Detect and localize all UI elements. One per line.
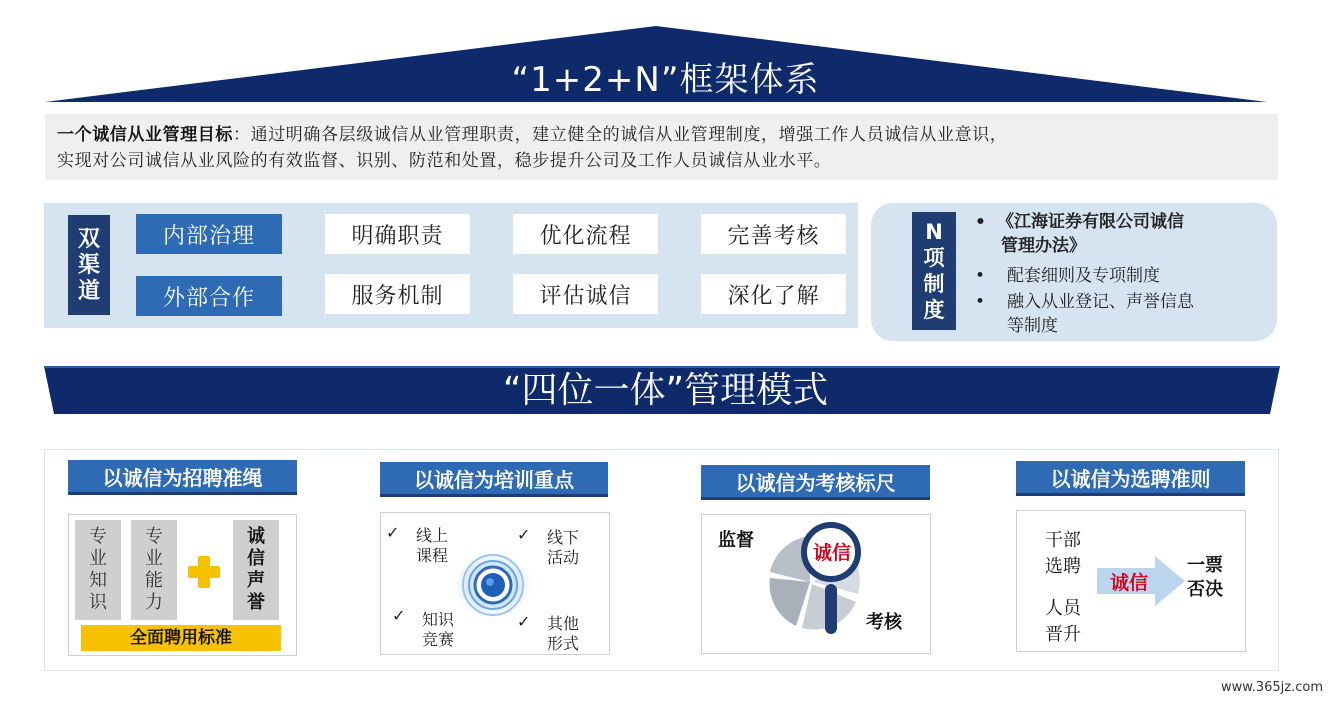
training-header: 以诚信为培训重点 <box>380 462 608 494</box>
char: 专 <box>145 526 163 547</box>
n-item <box>975 290 1265 338</box>
channel-internal: 内部治理 <box>136 214 282 254</box>
text: 干部 <box>1045 530 1081 551</box>
item-cell: 评估诚信 <box>513 274 658 314</box>
recruit-col-knowledge <box>75 520 121 620</box>
goal-statement <box>45 114 1278 180</box>
dual-label-char: 渠 <box>77 252 100 278</box>
check-mark: ✓ <box>392 606 406 625</box>
goal-label: 一个诚信从业管理目标 <box>57 125 233 145</box>
text: 一票 <box>1187 555 1223 576</box>
training-other <box>547 614 579 654</box>
text: 课程 <box>416 546 449 565</box>
selection-cadre <box>1045 528 1081 580</box>
assessment-integrity: 诚信 <box>812 542 851 564</box>
char: 能 <box>145 570 163 591</box>
text: 线上 <box>416 526 449 545</box>
item-cell: 服务机制 <box>325 274 470 314</box>
text: 活动 <box>547 548 580 567</box>
training-offline <box>547 528 579 568</box>
assessment-header: 以诚信为考核标尺 <box>701 465 930 497</box>
text: 人员 <box>1045 598 1081 619</box>
bullet: • <box>975 212 986 232</box>
dual-label-char: 双 <box>77 226 100 252</box>
char: 专 <box>89 526 107 547</box>
check-mark: ✓ <box>386 523 400 542</box>
training-contest <box>422 610 454 650</box>
n-label-char: N <box>925 220 943 244</box>
plus-icon <box>188 556 220 588</box>
text: 竞赛 <box>422 630 455 649</box>
n-label-char: 制 <box>923 271 945 296</box>
goal-line1: ：通过明确各层级诚信从业管理职责，建立健全的诚信从业管理制度，增强工作人员诚信从业意识， <box>233 125 1008 145</box>
selection-integrity: 诚信 <box>1109 572 1148 594</box>
char: 力 <box>145 592 163 613</box>
n-label-char: 度 <box>923 297 945 322</box>
text: 其他 <box>547 614 580 633</box>
assessment-supervise: 监督 <box>718 530 754 551</box>
recruit-col-reputation <box>233 520 279 620</box>
char: 声 <box>247 570 265 591</box>
text: 线下 <box>547 528 580 547</box>
watermark: www.365jz.com <box>1221 680 1323 695</box>
text: 形式 <box>547 634 580 653</box>
bullet: • <box>975 266 986 286</box>
framework-title: “1+2+N”框架体系 <box>511 60 820 100</box>
check-mark: ✓ <box>517 525 531 544</box>
assessment-evaluate: 考核 <box>866 612 902 633</box>
n-item-line: 管理办法》 <box>1001 236 1086 256</box>
n-item-line: 《江海证券有限公司诚信 <box>997 212 1184 232</box>
item-cell: 完善考核 <box>701 214 846 254</box>
dual-label-char: 道 <box>77 278 100 304</box>
item-cell: 深化了解 <box>701 274 846 314</box>
recruit-footer: 全面聘用标准 <box>81 625 281 651</box>
bullet: • <box>975 292 986 312</box>
char: 信 <box>247 548 265 569</box>
n-item-line: 融入从业登记、声誉信息 <box>1007 292 1194 312</box>
char: 诚 <box>247 526 265 547</box>
training-online <box>416 526 448 566</box>
n-system-list <box>975 210 1265 338</box>
text: 晋升 <box>1045 624 1081 645</box>
n-system-label <box>912 212 956 330</box>
text: 选聘 <box>1045 556 1081 577</box>
recruit-header: 以诚信为招聘准绳 <box>68 460 297 492</box>
char: 业 <box>145 548 163 569</box>
n-item-line: 配套细则及专项制度 <box>1007 266 1160 286</box>
n-item <box>975 264 1265 288</box>
char: 知 <box>89 570 107 591</box>
goal-line2: 实现对公司诚信从业风险的有效监督、识别、防范和处置，稳步提升公司及工作人员诚信从业水平。 <box>57 151 832 171</box>
text: 否决 <box>1187 579 1223 600</box>
item-cell: 明确职责 <box>325 214 470 254</box>
mode-title: “四位一体”管理模式 <box>502 370 829 411</box>
text: 知识 <box>422 610 455 629</box>
item-cell: 优化流程 <box>513 214 658 254</box>
char: 识 <box>89 592 107 613</box>
n-item-line: 等制度 <box>1007 316 1058 336</box>
n-label-char: 项 <box>923 245 945 270</box>
selection-veto <box>1187 554 1223 602</box>
channel-external: 外部合作 <box>136 276 282 316</box>
selection-promotion <box>1045 596 1081 648</box>
recruit-col-ability <box>131 520 177 620</box>
check-mark: ✓ <box>517 612 531 631</box>
selection-header: 以诚信为选聘准则 <box>1016 461 1245 493</box>
dual-channel-label <box>68 215 110 315</box>
char: 业 <box>89 548 107 569</box>
char: 誉 <box>247 592 265 613</box>
n-item <box>975 210 1265 258</box>
